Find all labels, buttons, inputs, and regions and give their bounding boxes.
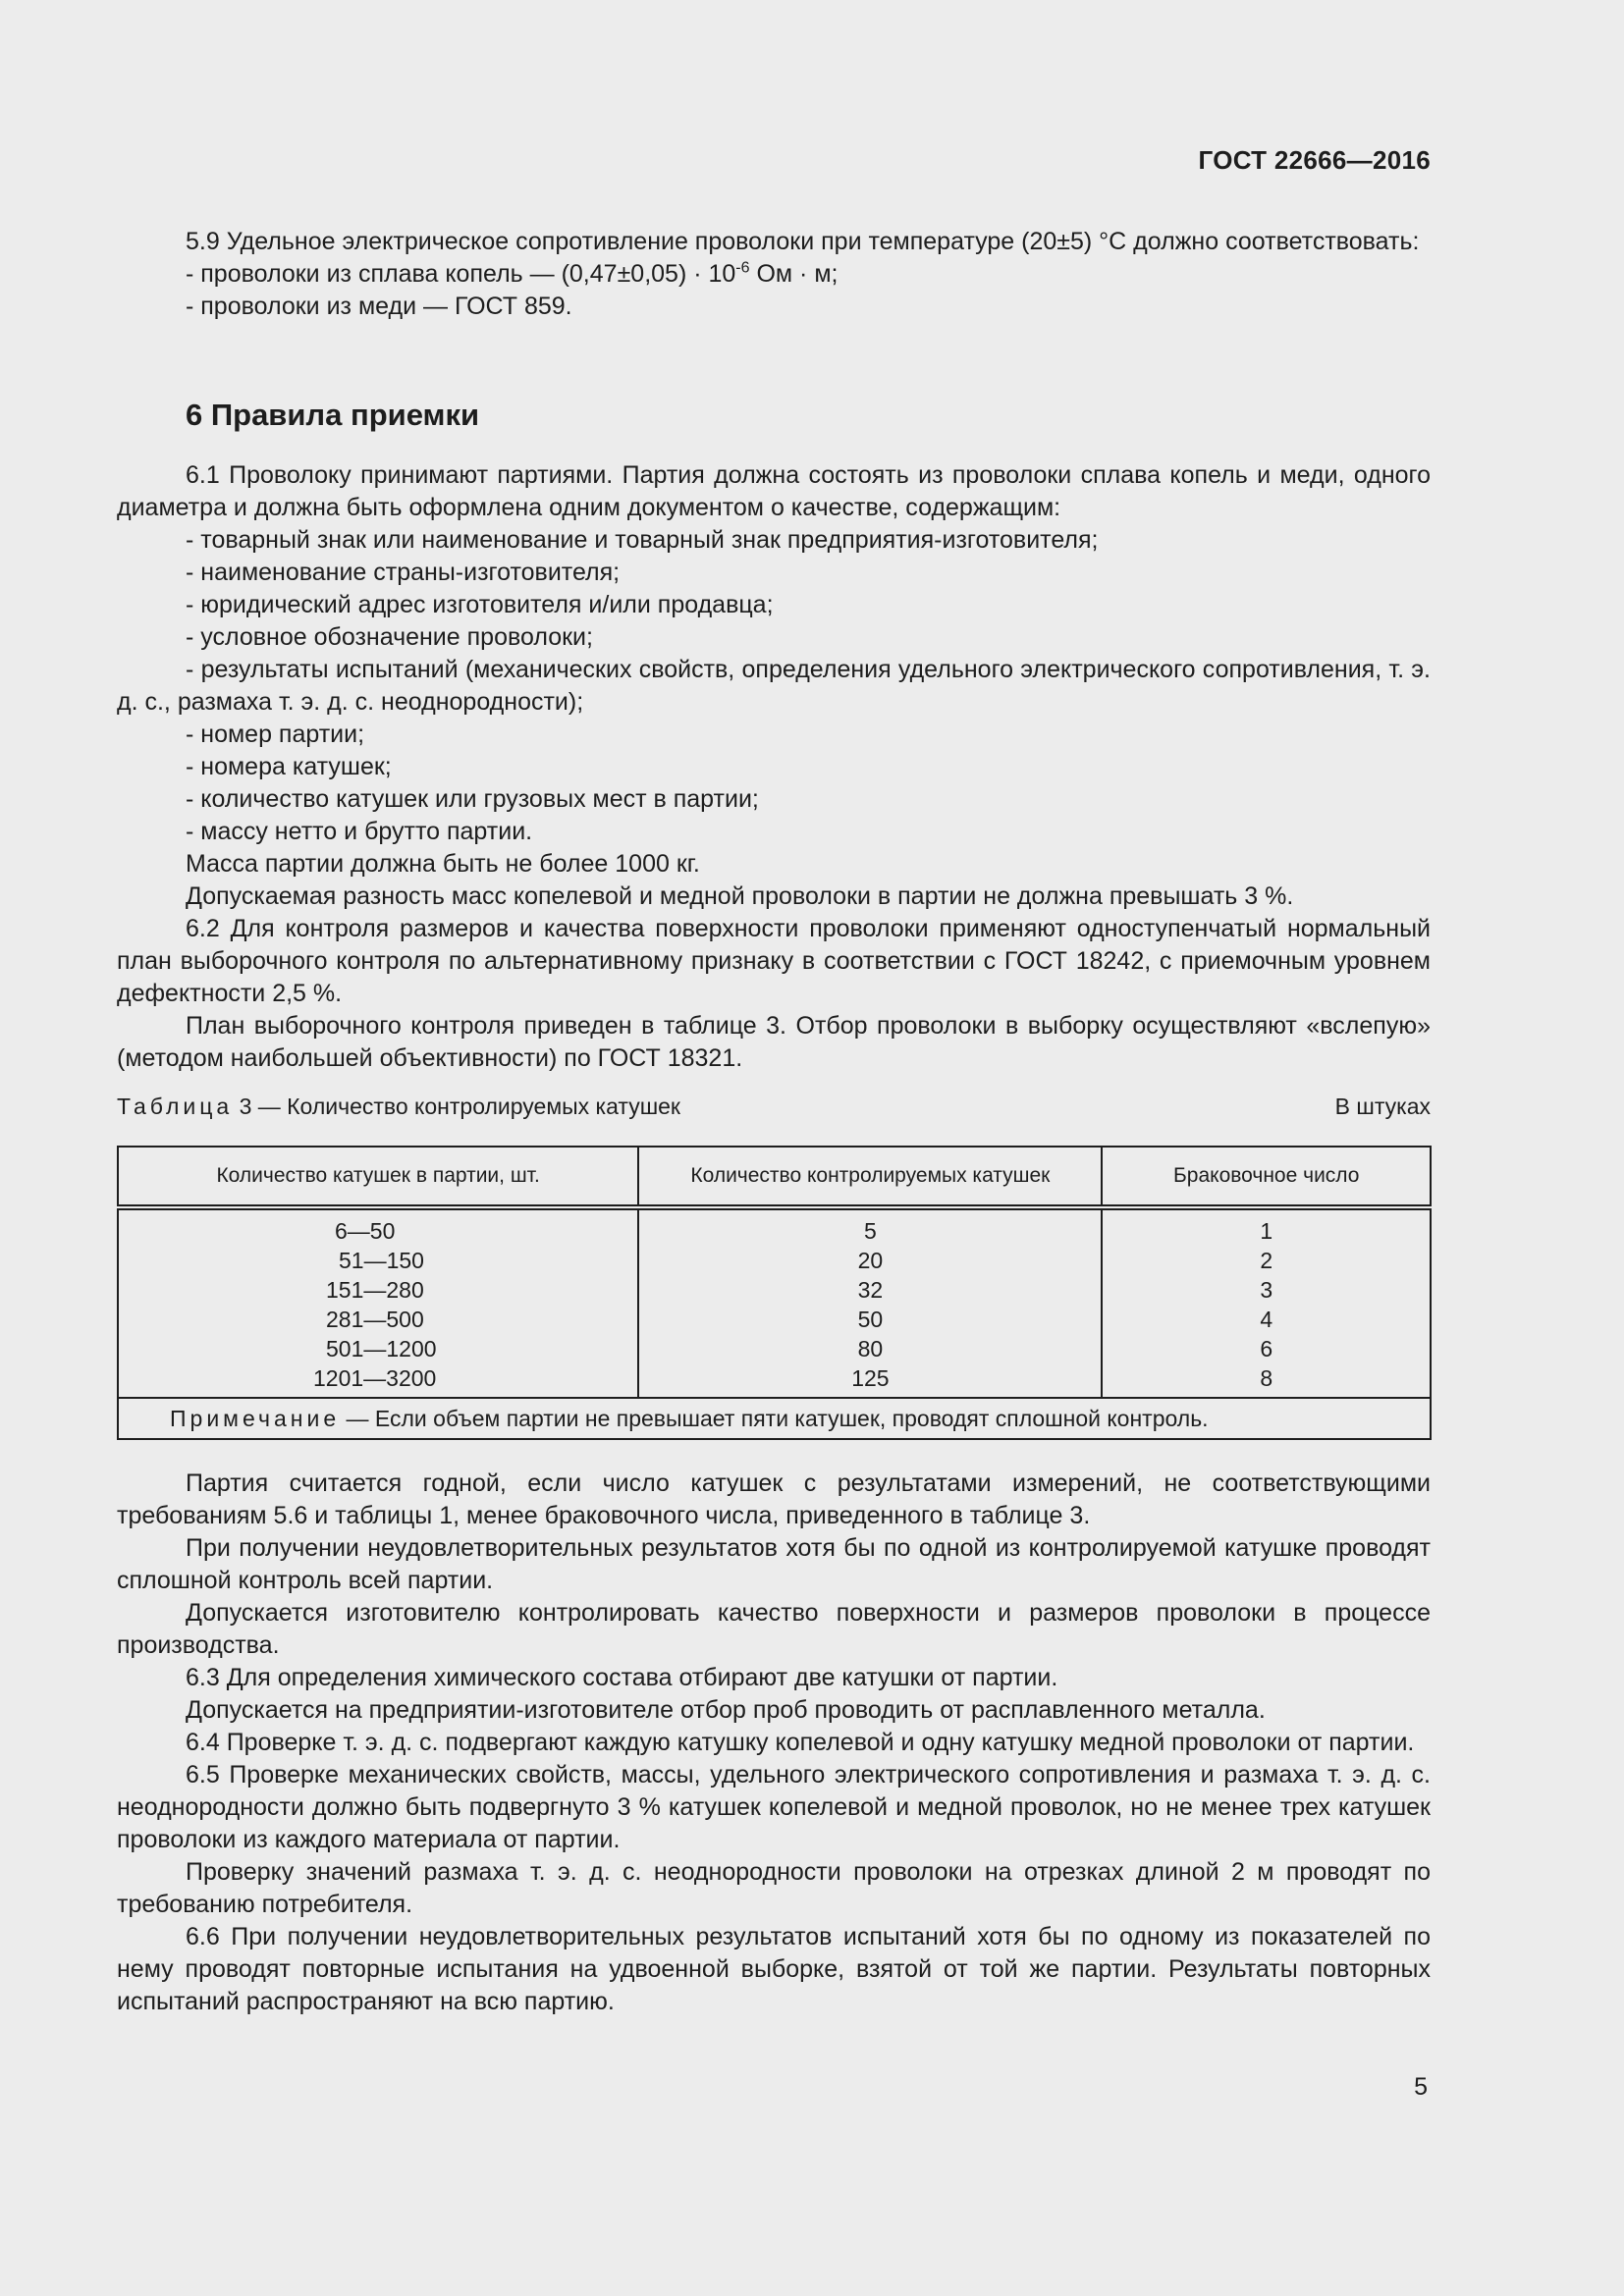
- paragraph-5-9: 5.9 Удельное электрическое сопротивление проволоки при температуре (20±5) °С должно соответствовать:: [186, 228, 1420, 255]
- table-cell: 281—500: [326, 1307, 424, 1332]
- list-item: - товарный знак или наименование и товарный знак предприятия-изготовителя;: [186, 526, 1099, 554]
- document-number-header: ГОСТ 22666—2016: [1198, 145, 1431, 175]
- paragraph-sampling-plan: План выборочного контроля приведен в таблице 3. Отбор проволоки в выборку осуществляют «вслепую» (методом наибольшей объективности) по ГОСТ 18321.: [117, 1012, 1431, 1072]
- table-cell: 8: [1260, 1365, 1273, 1391]
- acceptance-rules-continued: [117, 1468, 1431, 2018]
- paragraph-6-3: 6.3 Для определения химического состава отбирают две катушки от партии.: [186, 1664, 1058, 1691]
- table-note: [118, 1398, 1431, 1439]
- table-cell: 20: [857, 1248, 884, 1273]
- paragraph-full-inspection: При получении неудовлетворительных результатов хотя бы по одной из контролируемой катушке проводят сплошной контроль всей партии.: [117, 1534, 1431, 1594]
- table-cell: 6: [1260, 1336, 1273, 1362]
- page-number: 5: [1414, 2073, 1428, 2101]
- paragraph-6-5: 6.5 Проверке механических свойств, массы, удельного электрического сопротивления и размаха т. э. д. с. неоднородности должно быть подвергнуто 3 % катушек копелевой и медной проволок, но не менее трех катушек проволоки из каждого материала от партии.: [117, 1761, 1431, 1853]
- section-5-9: [117, 226, 1431, 323]
- section-6-body: [117, 459, 1431, 1075]
- table-cell: 80: [857, 1336, 884, 1362]
- list-item-kopel-resistance: - проволоки из сплава копель — $(0,47\pm 0,05) \cdot 10^{-6}$ Ом · м;: [186, 259, 839, 288]
- paragraph-range-check: Проверку значений размаха т. э. д. с. неоднородности проволоки на отрезках длиной 2 м проводят по требованию потребителя.: [117, 1858, 1431, 1918]
- paragraph-6-6: 6.6 При получении неудовлетворительных результатов испытаний хотя бы по одному из показателей по нему проводят повторные испытания на удвоенной выборке, взятой от той же партии. Результаты повторных испытаний распространяют на всю партию.: [117, 1923, 1431, 2015]
- table-cell: 32: [857, 1277, 884, 1303]
- column-header-batch-size: Количество катушек в партии, шт.: [118, 1147, 638, 1207]
- paragraph-6-4: 6.4 Проверке т. э. д. с. подвергают каждую катушку копелевой и одну катушку медной проволоки от партии.: [186, 1729, 1415, 1756]
- paragraph-molten-sampling: Допускается на предприятии-изготовителе отбор проб проводить от расплавленного металла.: [186, 1696, 1266, 1724]
- table-cell: 2: [1260, 1248, 1273, 1273]
- paragraph-batch-mass: Масса партии должна быть не более 1000 кг.: [186, 850, 700, 878]
- column-header-reject-number: Браковочное число: [1102, 1147, 1431, 1207]
- list-item: - массу нетто и брутто партии.: [186, 818, 533, 845]
- paragraph-mass-difference: Допускаемая разность масс копелевой и медной проволоки в партии не должна превышать 3 %.: [186, 882, 1294, 910]
- table-cell: 151—280: [326, 1277, 424, 1303]
- paragraph-6-1: 6.1 Проволоку принимают партиями. Партия должна состоять из проволоки сплава копель и меди, одного диаметра и должна быть оформлена одним документом о качестве, содержащим:: [117, 461, 1431, 521]
- note-word: Примечание: [170, 1405, 341, 1431]
- list-item: - условное обозначение проволоки;: [186, 623, 593, 651]
- list-item: - номера катушек;: [186, 753, 392, 780]
- table-3: [117, 1146, 1432, 1440]
- table-cell: 50: [857, 1307, 884, 1332]
- table-cell: 501—1200: [326, 1336, 437, 1362]
- list-item-test-results: - результаты испытаний (механических свойств, определения удельного электрического сопротивления, т. э. д. с., размаха т. э. д. с. неоднородности);: [117, 656, 1431, 716]
- table-cell: 4: [1260, 1307, 1273, 1332]
- paragraph-production-control: Допускается изготовителю контролировать качество поверхности и размеров проволоки в процессе производства.: [117, 1599, 1431, 1659]
- table-cell: 1201—3200: [313, 1365, 437, 1391]
- list-item: - юридический адрес изготовителя и/или продавца;: [186, 591, 774, 618]
- table-note-row: [118, 1398, 1431, 1439]
- table-3-caption: [117, 1092, 1431, 1121]
- column-reject-number: [1102, 1207, 1431, 1398]
- table-cell: 51—150: [339, 1248, 424, 1273]
- column-batch-size: [118, 1207, 638, 1398]
- table-cell: 125: [851, 1365, 890, 1391]
- list-item-copper-resistance: - проволоки из меди — ГОСТ 859.: [186, 293, 572, 320]
- section-6-heading: 6 Правила приемки: [186, 398, 480, 432]
- paragraph-batch-acceptable: Партия считается годной, если число катушек с результатами измерений, не соответствующими требованиям 5.6 и таблицы 1, менее браковочного числа, приведенного в таблице 3.: [117, 1469, 1431, 1529]
- paragraph-6-2: 6.2 Для контроля размеров и качества поверхности проволоки применяют одноступенчатый нормальный план выборочного контроля по альтернативному признаку в соответствии с ГОСТ 18242, с приемочным уровнем дефектности 2,5 %.: [117, 915, 1431, 1007]
- note-text: — Если объем партии не превышает пяти катушек, проводят сплошной контроль.: [340, 1405, 1209, 1431]
- table-cell: 1: [1260, 1218, 1273, 1244]
- table-header-row: [118, 1147, 1431, 1207]
- table-cell: 6—50: [335, 1218, 396, 1244]
- list-item: - количество катушек или грузовых мест в партии;: [186, 785, 759, 813]
- column-inspected-count: [638, 1207, 1102, 1398]
- table-caption-title: 3 — Количество контролируемых катушек: [233, 1094, 680, 1119]
- table-units: В штуках: [1334, 1094, 1431, 1119]
- list-item: - номер партии;: [186, 721, 365, 748]
- table-caption-word: Таблица: [117, 1094, 234, 1119]
- table-body-row: [118, 1207, 1431, 1398]
- table-cell: 5: [863, 1218, 877, 1244]
- table-cell: 3: [1260, 1277, 1273, 1303]
- list-item: - наименование страны-изготовителя;: [186, 559, 621, 586]
- exponent: -6: [735, 259, 750, 277]
- column-header-inspected-count: Количество контролируемых катушек: [638, 1147, 1102, 1207]
